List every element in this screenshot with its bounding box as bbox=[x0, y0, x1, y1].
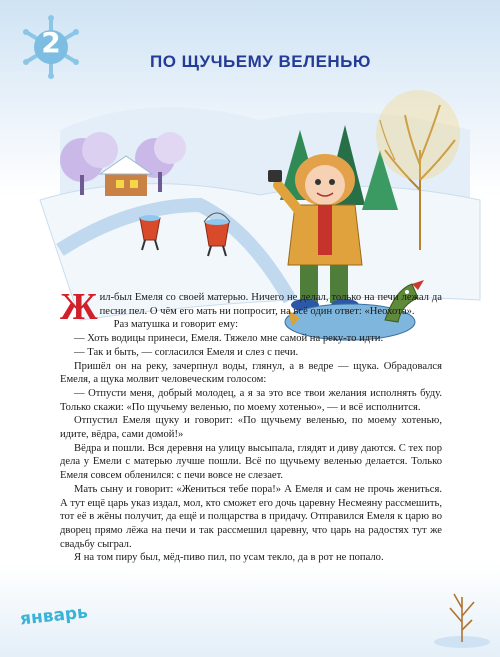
month-label: январь bbox=[19, 602, 89, 630]
story-paragraph: — Хоть водицы принеси, Емеля. Тяжело мне самой на реку-то идти. bbox=[74, 333, 384, 345]
winter-twig-icon bbox=[432, 582, 492, 650]
story-paragraph: Отпустил Емеля щуку и говорит: «По щучьему веленью, по моему хотенью, идите, вёдра, сами домой!» bbox=[60, 415, 442, 441]
page-title: ПО ЩУЧЬЕМУ ВЕЛЕНЬЮ bbox=[150, 52, 371, 71]
story-paragraph: Вёдра и пошли. Вся деревня на улицу высыпала, глядят и диву даются. С тех пор дела у Емели с матерью лучше пошли. Всё по щучьему веленью делается. Только Емеля совсем обленился: с печи вовсе не слезает. bbox=[60, 442, 442, 482]
story-paragraph: Я на том пиру был, мёд-пиво пил, по усам текло, да в рот не попало. bbox=[74, 552, 384, 564]
story-paragraph: — Отпусти меня, добрый молодец, а я за это все твои желания исполнять буду. Только скажи: «По щучьему веленью, по моему хотенью», — и всё исполнится. bbox=[60, 387, 442, 413]
story-paragraph: Пришёл он на реку, зачерпнул воды, глянул, а в ведре — щука. Обрадовался Емеля, а щука молвит человеческим голосом: bbox=[60, 360, 442, 386]
tree-glow bbox=[376, 90, 460, 180]
story-paragraph: Мать сыну и говорит: «Жениться тебе пора!» А Емеля и сам не прочь жениться. А тут ещё царь указ издал, мол, кто сможет его дочь царевну Несмеяну рассмешить, тот её в жёны получит, да ещё и полцарства в придачу. Отправился Емеля к царю во дворец прямо лёжа на печи и так рассмешил царевну, что царь на радостях тут же свадьбу сыграл. bbox=[60, 483, 442, 550]
story-text bbox=[60, 286, 442, 565]
story-paragraph: Раз матушка и говорит ему: bbox=[113, 319, 239, 331]
story-paragraph: — Так и быть, — согласился Емеля и слез с печи. bbox=[74, 346, 299, 358]
page-number: 2 bbox=[41, 26, 61, 59]
paragraph-text: ил-был Емеля со своей матерью. Ничего не делал, только на печи лежал да песни пел. О чём его мать ни попросит, на всё один ответ: «Неохота». bbox=[99, 292, 442, 317]
drop-cap: Ж bbox=[60, 286, 98, 328]
